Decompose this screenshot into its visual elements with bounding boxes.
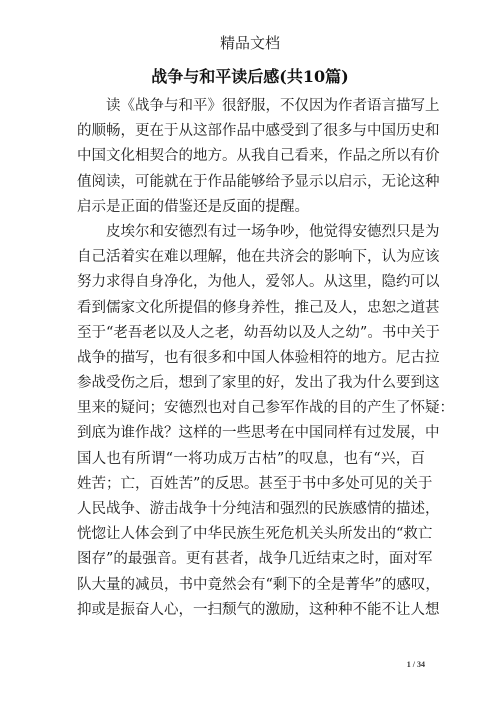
text-line: 努力求得自身净化，为他人，爱邻人。从这里，隐约可以 bbox=[77, 274, 440, 291]
text-line: 至于“老吾老以及人之老，幼吾幼以及人之幼”。书中关于 bbox=[77, 324, 440, 341]
text-line: 图存”的最强音。更有甚者，战争几近结束之时，面对军 bbox=[77, 551, 433, 568]
text-line: 参战受伤之后，想到了家里的好，发出了我为什么要到这 bbox=[77, 375, 440, 392]
page-number: 1 / 34 bbox=[406, 660, 425, 669]
text-line: 皮埃尔和安德烈有过一场争吵，他觉得安德烈只是为 bbox=[106, 223, 440, 240]
paragraph bbox=[77, 220, 454, 623]
page-header: 精品文档 bbox=[219, 34, 280, 52]
text-line: 人民战争、游击战争十分纯洁和强烈的民族感情的描述， bbox=[77, 501, 440, 517]
text-line: 看到儒家文化所提倡的修身养性，推己及人，忠恕之道甚 bbox=[77, 299, 440, 316]
text-line: 国人也有所谓“一将功成万古枯”的叹息，也有“兴，百 bbox=[77, 450, 425, 467]
text-line: 值阅读，可能就在于作品能够给予显示以启示，无论这种 bbox=[77, 173, 440, 190]
text-line: 战争的描写，也有很多和中国人体验相符的地方。尼古拉 bbox=[77, 349, 440, 366]
text-line: 的顺畅，更在于从这部作品中感受到了很多与中国历史和 bbox=[77, 123, 440, 140]
text-line: 恍惚让人体会到了中华民族生死危机关头所发出的“救亡 bbox=[77, 526, 433, 543]
text-line: 启示是正面的借鉴还是反面的提醒。 bbox=[77, 198, 309, 215]
text-line: 到底为谁作战？这样的一些思考在中国同样有过发展，中 bbox=[77, 425, 440, 442]
text-line: 抑或是振奋人心，一扫颓气的激励，这种种不能不让人想 bbox=[77, 601, 440, 618]
text-line: 队大量的减员，书中竟然会有“剩下的全是菁华”的感叹， bbox=[77, 576, 440, 593]
text-line: 中国文化相契合的地方。从我自己看来，作品之所以有价 bbox=[77, 148, 440, 165]
text-line: 读《战争与和平》很舒服，不仅因为作者语言描写上 bbox=[106, 98, 440, 114]
document-title: 战争与和平读后感(共10篇) bbox=[151, 67, 349, 86]
text-line: 里来的疑问；安德烈也对自己参军作战的目的产生了怀疑： bbox=[77, 400, 454, 417]
paragraph bbox=[77, 94, 440, 220]
text-line: 姓苦；亡，百姓苦”的反思。甚至于书中多处可见的关于 bbox=[77, 475, 433, 492]
document-body bbox=[77, 94, 454, 623]
text-line: 自己活着实在难以理解，他在共济会的影响下，认为应该 bbox=[77, 249, 440, 266]
